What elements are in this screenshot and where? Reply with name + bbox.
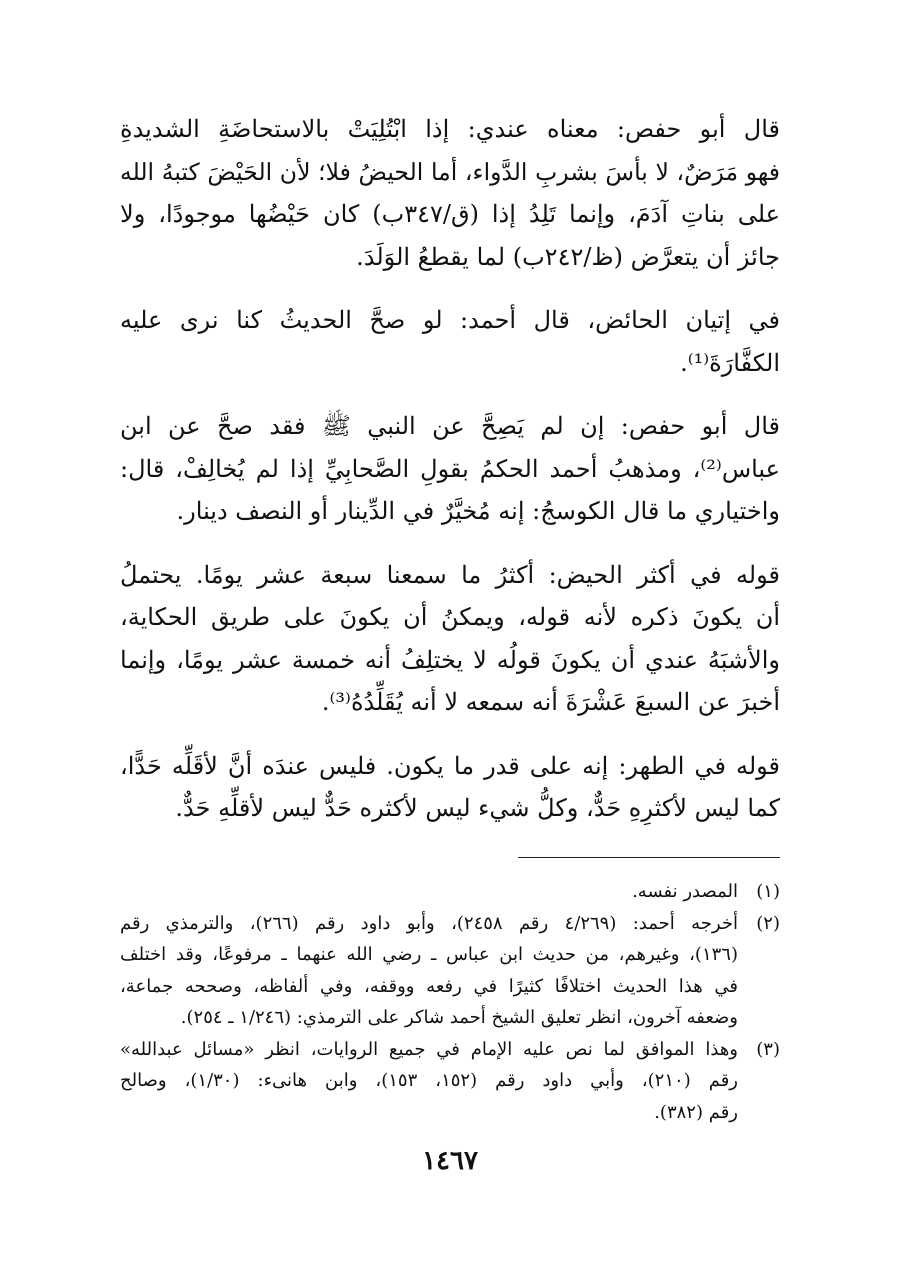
footnote-text <box>120 908 738 1034</box>
paragraph-4 <box>120 554 780 724</box>
footnote-3 <box>120 1034 780 1129</box>
footnote-line: وضعفه آخرون، انظر تعليق الشيخ أحمد شاكر على الترمذي: (١/٢٤٦ ـ ٢٥٤). <box>180 1007 738 1028</box>
footnote-text <box>120 876 738 908</box>
page-number: ١٤٦٧ <box>422 1146 478 1176</box>
text-line: واختياري ما قال الكوسجُ: إنه مُخيَّرٌ في الدِّينار أو النصف دينار. <box>176 497 780 525</box>
text-line: الكفَّارَةَ⁽¹⁾. <box>680 348 780 377</box>
text-line: عباس⁽²⁾، ومذهبُ أحمد الحكمُ بقولِ الصَّحابِيِّ إذا لم يُخالِفْ، قال: <box>120 454 780 483</box>
footnote-line: وهذا الموافق لما نص عليه الإمام في جميع الروايات، انظر «مسائل عبدالله» <box>120 1038 738 1060</box>
footnote-line: (١٣٦)، وغيرهم، من حديث ابن عباس ـ رضي الله عنهما ـ مرفوعًا، وقد اختلف <box>120 944 739 965</box>
text-line: كما ليس لأكثرِهِ حَدٌّ، وكلُّ شيء ليس لأكثره حَدٌّ ليس لأقلِّهِ حَدٌّ. <box>175 794 780 822</box>
footnote-line: في هذا الحديث اختلافًا كثيرًا في رفعه ووقفه، وفي ألفاظه، وصححه جماعة، <box>120 975 738 997</box>
footnote-1 <box>120 876 780 908</box>
paragraph-1 <box>120 108 780 278</box>
footnote-number: (٢) <box>756 912 780 934</box>
footnote-line: رقم (٢١٠)، وأبي داود رقم (١٥٢، ١٥٣)، وابن هانىء: (١/٣٠)، وصالح <box>120 1070 738 1091</box>
text-line: والأشبَهُ عندي أن يكونَ قولُه لا يختلِفُ أنه خمسة عشر يومًا، وإنما <box>120 645 780 674</box>
footnotes <box>120 876 780 1128</box>
text-line: قال أبو حفص: إن لم يَصِحَّ عن النبي ﷺ فقد صحَّ عن ابن <box>120 412 780 440</box>
text-line: قال أبو حفص: معناه عندي: إذا ابْتُلِيَتْ بالاستحاضَةِ الشديدةِ <box>120 115 780 143</box>
footnote-line: المصدر نفسه. <box>632 881 738 902</box>
footnote-text <box>120 1034 738 1129</box>
text-line: قوله في أكثر الحيض: أكثرُ ما سمعنا سبعة عشر يومًا. يحتملُ <box>120 560 780 589</box>
footnote-line: رقم (٣٨٢). <box>654 1101 738 1123</box>
paragraph-2 <box>120 299 780 384</box>
paragraph-3 <box>120 405 780 533</box>
main-text <box>120 108 780 851</box>
footnote-line: أخرجه أحمد: (٤/٢٦٩ رقم ٢٤٥٨)، وأبو داود رقم (٢٦٦)، والترمذي رقم <box>120 912 738 934</box>
footnote-number: (١) <box>756 881 780 902</box>
text-line: فهو مَرَضٌ، لا بأسَ بشربِ الدَّواء، أما الحيضُ فلا؛ لأن الحَيْضَ كتبهُ الله <box>120 157 780 186</box>
text-line: في إتيان الحائض، قال أحمد: لو صحَّ الحديثُ كنا نرى عليه <box>120 306 780 334</box>
footnote-2 <box>120 908 780 1034</box>
text-line: أن يكونَ ذكره لأنه قوله، ويمكنُ أن يكونَ على طريق الحكاية، <box>120 603 780 631</box>
text-line: أخبرَ عن السبعَ عَشْرَةَ أنه سمعه لا أنه يُقَلِّدُهُ⁽³⁾. <box>321 688 780 716</box>
footnote-separator <box>518 857 780 858</box>
footnote-number: (٣) <box>756 1038 780 1060</box>
text-line: قوله في الطهر: إنه على قدر ما يكون. فليس عندَه أنَّ لأقَلِّه حَدًّا، <box>120 751 780 780</box>
paragraph-5 <box>120 745 780 830</box>
text-line: جائز أن يتعرَّض (ظ/٢٤٢ب) لما يقطعُ الوَلَدَ. <box>356 242 780 271</box>
text-line: على بناتِ آدَمَ، وإنما تَلِدُ إذا (ق/٣٤٧ب) كان حَيْضُها موجودًا، ولا <box>120 200 780 228</box>
